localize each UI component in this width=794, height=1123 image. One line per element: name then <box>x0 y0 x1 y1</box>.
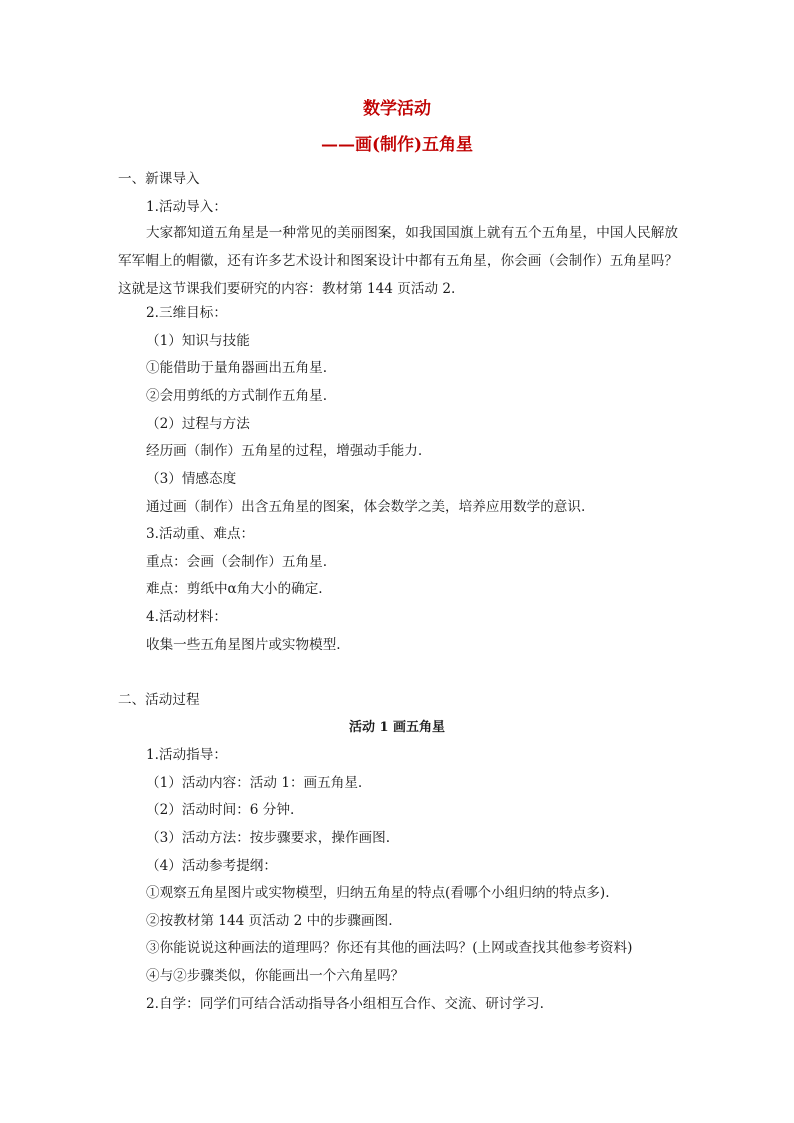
section1-heading: 一、新课导入 <box>118 171 200 187</box>
key-heading: 3.活动重、难点： <box>146 526 255 542</box>
goal1-heading: （1）知识与技能 <box>146 333 250 349</box>
intro-paragraph: 大家都知道五角星是一种常见的美丽图案，如我国国旗上就有五个五角星，中国人民解放军军帽上的帽徽，还有许多艺术设计和图案设计中都有五角星，你会画（会制作）五角星吗？这就是这节课我们要研究的内容：教材第 144 页活动 2. <box>118 225 678 297</box>
goal1-item2: ②会用剪纸的方式制作五角星. <box>146 388 328 404</box>
section2-heading: 二、活动过程 <box>118 692 200 708</box>
guide-item4: （4）活动参考提纲： <box>146 858 277 874</box>
guide-item1: （1）活动内容：活动 1：画五角星. <box>146 775 363 791</box>
outline-item4: ④与②步骤类似，你能画出一个六角星吗？ <box>146 968 405 984</box>
outline-item2: ②按教材第 144 页活动 2 中的步骤画图. <box>146 913 393 929</box>
guide-item3: （3）活动方法：按步骤要求，操作画图. <box>146 830 391 846</box>
goal2-heading: （2）过程与方法 <box>146 416 250 432</box>
outline-item3: ③你能说说这种画法的道理吗？你还有其他的画法吗？(上网或查找其他参考资料) <box>146 940 633 956</box>
activity-title: 活动 1 画五角星 <box>348 720 446 735</box>
hard-point: 难点：剪纸中α角大小的确定. <box>146 581 323 597</box>
guide-heading: 1.活动指导： <box>146 747 227 763</box>
intro-heading: 1.活动导入： <box>146 199 227 215</box>
outline-item1: ①观察五角星图片或实物模型，归纳五角星的特点(看哪个小组归纳的特点多). <box>146 885 610 901</box>
material-heading: 4.活动材料： <box>146 609 227 625</box>
key-point: 重点：会画（会制作）五角星. <box>146 554 328 570</box>
goal3-heading: （3）情感态度 <box>146 471 237 487</box>
guide-item2: （2）活动时间：6 分钟. <box>146 802 295 818</box>
goals-heading: 2.三维目标： <box>146 305 227 321</box>
page-title: 数学活动 <box>363 99 431 119</box>
goal2-text: 经历画（制作）五角星的过程，增强动手能力. <box>146 443 423 459</box>
material-text: 收集一些五角星图片或实物模型. <box>146 637 341 653</box>
goal1-item1: ①能借助于量角器画出五角星. <box>146 360 328 376</box>
self-study: 2.自学：同学们可结合活动指导各小组相互合作、交流、研讨学习. <box>146 996 544 1012</box>
page-subtitle: ——画(制作)五角星 <box>320 135 474 155</box>
goal3-text: 通过画（制作）出含五角星的图案，体会数学之美，培养应用数学的意识. <box>146 499 586 515</box>
